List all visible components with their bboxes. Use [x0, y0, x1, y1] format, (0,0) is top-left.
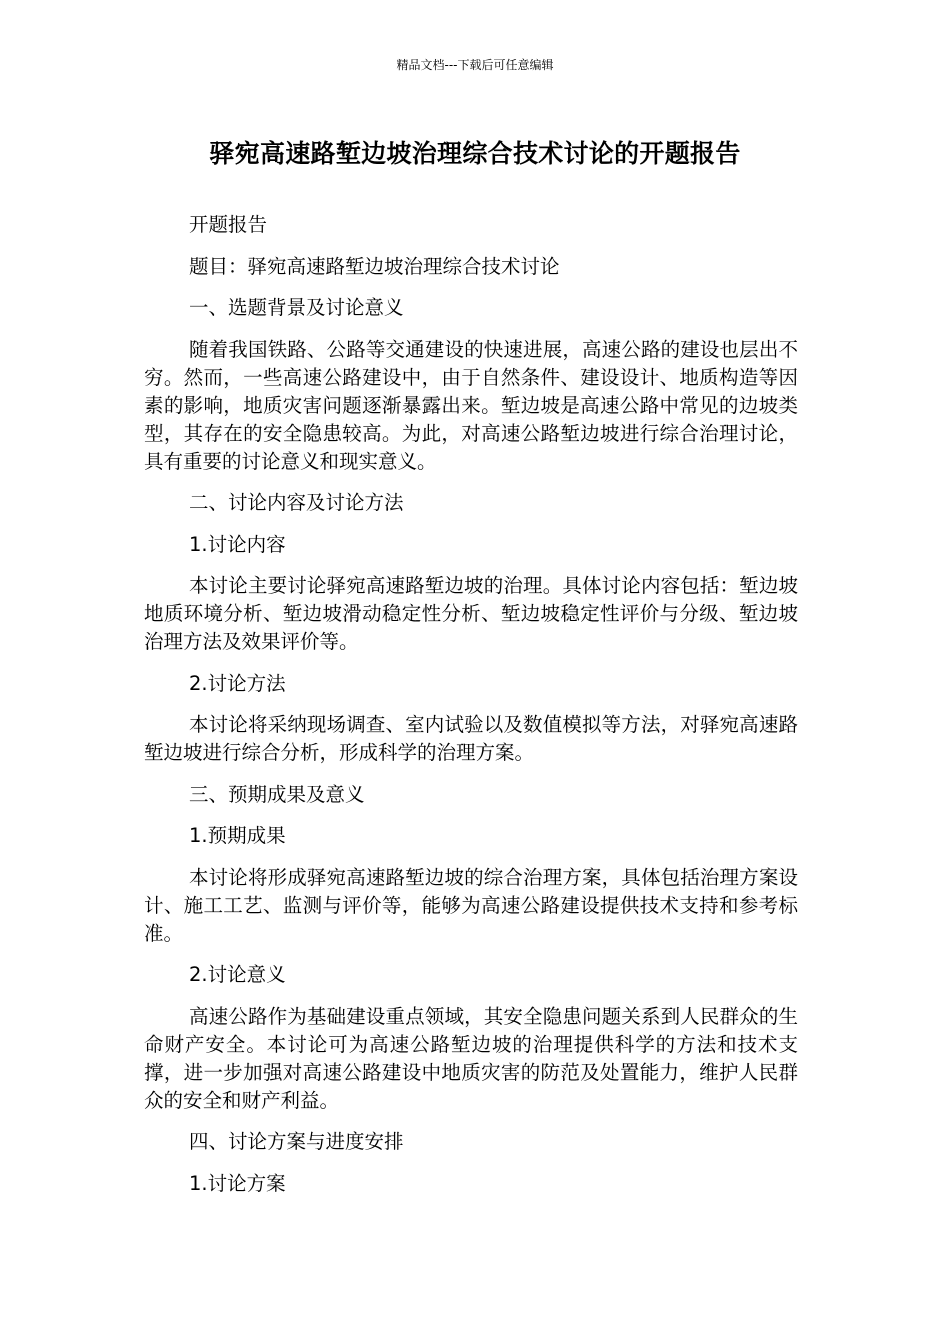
document-body [144, 211, 798, 1211]
document-title: 驿宛高速路堑边坡治理综合技术讨论的开题报告 [209, 139, 741, 168]
subheading-expected-results: 1.预期成果 [189, 824, 286, 847]
subheading-content: 1.讨论内容 [189, 532, 286, 556]
method-paragraph: 本讨论将采纳现场调查、室内试验以及数值模拟等方法，对驿宛高速路堑边坡进行综合分析，形成科学的治理方案。 [144, 713, 798, 764]
background-paragraph: 随着我国铁路、公路等交通建设的快速进展，高速公路的建设也层出不穷。然而，一些高速公路建设中，由于自然条件、建设设计、地质构造等因素的影响，地质灾害问题逐渐暴露出来。堑边坡是高速公路中常见的边坡类型，其存在的安全隐患较高。为此，对高速公路堑边坡进行综合治理讨论，具有重要的讨论意义和现实意义。 [144, 337, 798, 473]
content-paragraph: 本讨论主要讨论驿宛高速路堑边坡的治理。具体讨论内容包括：堑边坡地质环境分析、堑边坡滑动稳定性分析、堑边坡稳定性评价与分级、堑边坡治理方法及效果评价等。 [144, 574, 798, 653]
expected-results-paragraph: 本讨论将形成驿宛高速路堑边坡的综合治理方案，具体包括治理方案设计、施工工艺、监测与评价等，能够为高速公路建设提供技术支持和参考标准。 [144, 865, 798, 945]
page-header: 精品文档---下载后可任意编辑 [396, 58, 554, 72]
topic-line: 题目：驿宛高速路堑边坡治理综合技术讨论 [189, 254, 560, 278]
section-heading-4: 四、讨论方案与进度安排 [189, 1130, 404, 1153]
subheading-plan: 1.讨论方案 [189, 1171, 286, 1195]
subheading-method: 2.讨论方法 [189, 671, 286, 695]
subheading-significance: 2.讨论意义 [189, 963, 286, 986]
section-heading-3: 三、预期成果及意义 [189, 782, 365, 806]
section-heading-1: 一、选题背景及讨论意义 [189, 296, 404, 319]
section-heading-2: 二、讨论内容及讨论方法 [189, 491, 404, 514]
report-label: 开题报告 [189, 213, 268, 236]
significance-paragraph: 高速公路作为基础建设重点领域，其安全隐患问题关系到人民群众的生命财产安全。本讨论可为高速公路堑边坡的治理提供科学的方法和技术支撑，进一步加强对高速公路建设中地质灾害的防范及处置能力，维护人民群众的安全和财产利益。 [144, 1004, 798, 1112]
